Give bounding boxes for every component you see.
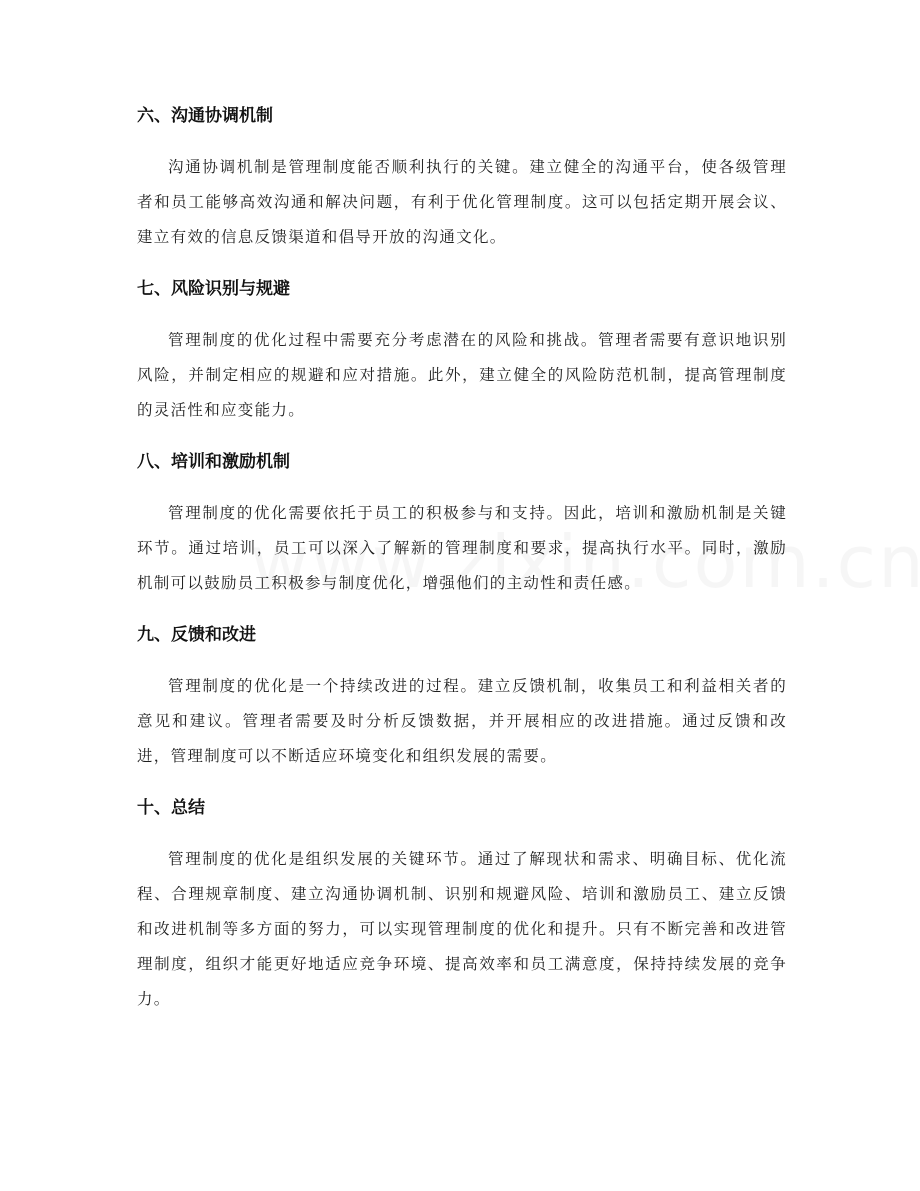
section-summary — [137, 796, 787, 1017]
section-feedback — [137, 623, 787, 774]
section-heading: 十、总结 — [137, 798, 205, 818]
document-content — [137, 104, 787, 1039]
section-heading: 六、沟通协调机制 — [137, 106, 273, 126]
section-heading: 七、风险识别与规避 — [137, 279, 290, 299]
section-paragraph: 管理制度的优化是组织发展的关键环节。通过了解现状和需求、明确目标、优化流程、合理规章制度、建立沟通协调机制、识别和规避风险、培训和激励员工、建立反馈和改进机制等多方面的努力，可以实现管理制度的优化和提升。只有不断完善和改进管理制度，组织才能更好地适应竞争环境、提高效率和员工满意度，保持持续发展的竞争力。 — [137, 850, 787, 1008]
section-paragraph: 管理制度的优化需要依托于员工的积极参与和支持。因此，培训和激励机制是关键环节。通过培训，员工可以深入了解新的管理制度和要求，提高执行水平。同时，激励机制可以鼓励员工积极参与制度优化，增强他们的主动性和责任感。 — [137, 504, 787, 592]
section-risk — [137, 277, 787, 428]
section-paragraph: 管理制度的优化是一个持续改进的过程。建立反馈机制，收集员工和利益相关者的意见和建议。管理者需要及时分析反馈数据，并开展相应的改进措施。通过反馈和改进，管理制度可以不断适应环境变化和组织发展的需要。 — [137, 677, 787, 765]
section-heading: 八、培训和激励机制 — [137, 452, 290, 472]
section-paragraph: 管理制度的优化过程中需要充分考虑潜在的风险和挑战。管理者需要有意识地识别风险，并制定相应的规避和应对措施。此外，建立健全的风险防范机制，提高管理制度的灵活性和应变能力。 — [137, 331, 787, 419]
section-communication — [137, 104, 787, 255]
section-heading: 九、反馈和改进 — [137, 625, 256, 645]
section-paragraph: 沟通协调机制是管理制度能否顺利执行的关键。建立健全的沟通平台，使各级管理者和员工能够高效沟通和解决问题，有利于优化管理制度。这可以包括定期开展会议、建立有效的信息反馈渠道和倡导开放的沟通文化。 — [137, 158, 787, 246]
section-training — [137, 450, 787, 601]
